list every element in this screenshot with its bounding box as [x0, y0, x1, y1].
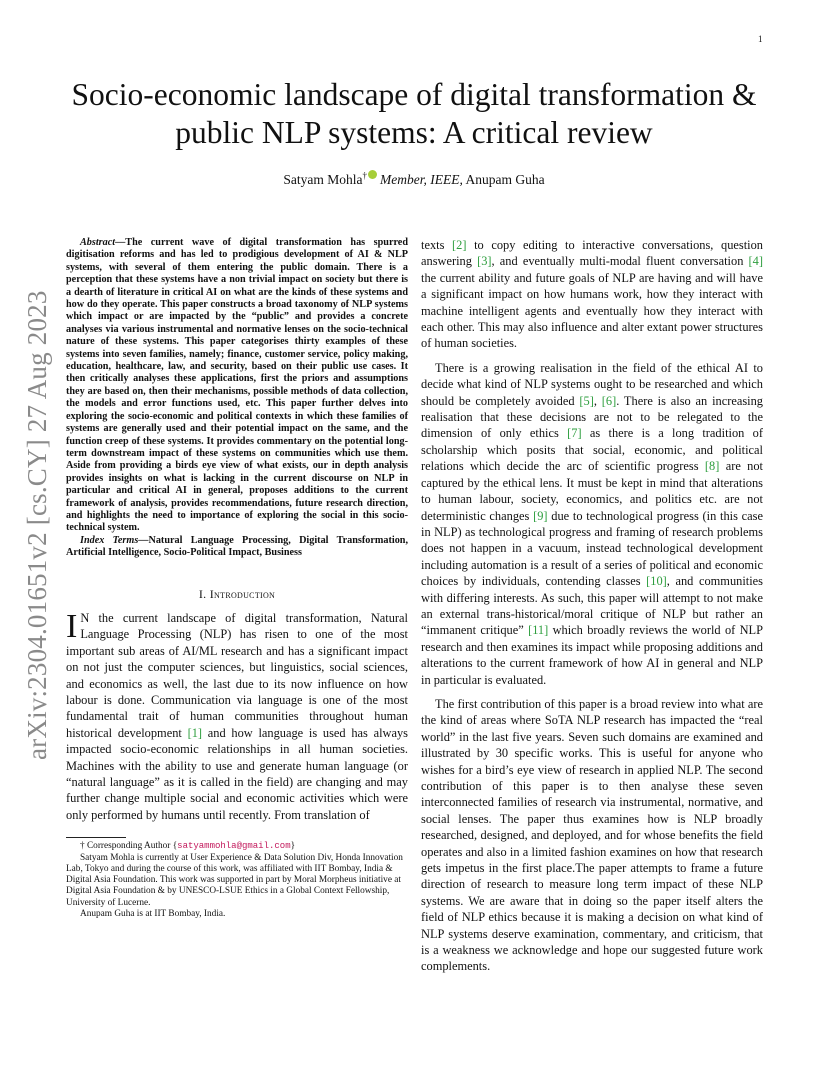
author-1: Satyam Mohla — [283, 172, 363, 187]
text: . There is also an increasing realisation that these decisions are not to be relegated to the dimension of only ethics — [421, 393, 764, 441]
text: as there is a long tradition of scholarship which posits that social, economic, and political relations which decide the arc of scientific progress — [421, 426, 763, 474]
page-number: 1 — [758, 34, 763, 44]
paper-title: Socio-economic landscape of digital transformation & public NLP systems: A critical review — [71, 77, 757, 150]
text: the current ability and future goals of NLP are having and will have a significant impact on how humans work, how they interact with machine intelligent agents and eventually how they interact with each other. This may also influence and alter extant power structures of human societies. — [421, 270, 763, 351]
intro-paragraph — [66, 607, 408, 823]
citation-link[interactable]: [3] — [477, 254, 492, 269]
text: texts — [421, 238, 453, 252]
text: , — [593, 393, 602, 408]
citation-link[interactable]: [4] — [748, 254, 763, 269]
citation-link[interactable]: [10] — [646, 574, 667, 589]
citation-link[interactable]: [1] — [187, 725, 203, 740]
index-terms — [66, 535, 408, 560]
orcid-icon[interactable] — [368, 170, 377, 179]
right-paragraph-1 — [421, 237, 763, 352]
footnote-rule — [66, 837, 126, 838]
right-paragraph-2 — [421, 360, 763, 688]
text: due to technological progress (in this case in NLP) as technological progress and framing of research problems does not happen in a vacuum, instead technological development including automation is a result of a series of political and economic choices by individuals, contending classes — [421, 508, 763, 589]
footnote-corresponding — [66, 841, 408, 852]
text: , and communities with differing interests. As such, this paper will attempt to not make an external trans-historical/moral critique of NLP but rather an “immanent critique” — [421, 574, 763, 638]
arxiv-stamp: arXiv:2304.01651v2 [cs.CY] 27 Aug 2023 — [22, 290, 52, 760]
text: , and eventually multi-modal fluent conversation — [491, 254, 749, 269]
abstract-label: Abstract — [80, 237, 116, 248]
citation-link[interactable]: [6] — [601, 393, 617, 408]
right-column — [421, 237, 763, 975]
citation-link[interactable]: [2] — [452, 238, 467, 252]
footnote-text: } — [290, 841, 296, 852]
intro-text-b: and how language is used has always impacted socio-economic relationships in all human societies. Machines with the ability to use and generate human language (or “natural language” as it is called in the field) are changing and may further change multiple social and economic activities which were only performed by humans until recently. From translation of — [66, 725, 408, 822]
text: to copy editing to interactive conversations, question answering — [421, 238, 763, 269]
abstract — [66, 237, 408, 535]
section-heading-introduction: I. Introduction — [198, 586, 276, 601]
text: which broadly reviews the world of NLP research and then examines its impact while proposing additions and alterations to the current framework of how AI in general and NLP in particular is evaluated. — [421, 623, 763, 687]
dagger-mark: † — [362, 170, 367, 181]
text: are not captured by the ethical lens. It must be kept in mind that alterations to human labour, society, economics, and politics etc. are not deterministic changes — [421, 459, 763, 523]
drop-cap: I — [66, 607, 78, 645]
footnote-affiliation-1: Satyam Mohla is currently at User Experience & Data Solution Div, Honda Innovation Lab, Tokyo and during the course of this work, was affiliated with IIT Bombay, India & Digital Asia Foundation. This work was supported in part by Moral Morpheus initiative at Digital Asia Foundation & by UNESCO-LSUE Ethics in a Global Context Fellowship, University of Lucerne. — [66, 852, 403, 908]
citation-link[interactable]: [8] — [704, 459, 720, 474]
left-column — [66, 237, 408, 920]
abstract-text: —The current wave of digital transformation has spurred digitisation reforms and has led to prodigious development of AI & NLP systems, with several of them entering the public domain. There is a perception that these systems have a non trivial impact on society but there is a dearth of literature in critical AI on what are the kinds of these systems and how do they operate. This paper constructs a broad taxonomy of NLP systems which impact or are impacted by the “public” and provides a concrete analyses via various instrumental and normative lenses on the socio-technical nature of these systems. This paper categorises thirty examples of these systems into seven families, namely; finance, customer service, policy making, education, healthcare, law, and security, based on their public use cases. It then critically analyses these applications, first the priors and assumptions they are based on, then their mechanisms, possible methods of data collection, the models and error functions used, etc. This paper further delves into exploring the socio-economic and political contexts in which these families of systems are generally used and their potential impact on the same, and the function creep of these systems. It provides commentary on the potential long-term downstream impact of these systems on communities which use them. Aside from providing a birds eye view of what exists, our in depth analysis provides insights on what is lacking in the current discourse on NLP in particular and critical AI in general, proposes additions to the current framework of analysis, provides recommendations, future research direction, and highlights the need to importance of exploring the social in this socio-technical system. — [66, 237, 408, 534]
footnote-affiliation-2: Anupam Guha is at IIT Bombay, India. — [80, 909, 226, 920]
footnote-text: † Corresponding Author { — [80, 841, 178, 852]
citation-link[interactable]: [7] — [567, 426, 582, 441]
author-role: Member, IEEE, — [380, 172, 463, 187]
intro-text-a: N the current landscape of digital transformation, Natural Language Processing (NLP) has risen to one of the most important sub areas of AI/ML research and has a significant impact on not just the computer sciences, but linguistics, social sciences, and economics as well, the last due to its now influence on how labour is done. Communication via language is one of the most fundamental trait of human communities throughout human historical development — [66, 610, 408, 740]
text: There is a growing realisation in the field of the ethical AI to decide what kind of NLP systems ought to be researched and which should be completely avoided — [421, 360, 763, 408]
citation-link[interactable]: [5] — [579, 393, 594, 408]
citation-link[interactable]: [9] — [533, 508, 548, 523]
index-terms-text: —Natural Language Processing, Digital Transformation, Artificial Intelligence, Socio-Political Impact, Business — [66, 534, 408, 559]
right-paragraph-3: The first contribution of this paper is a broad review into what are the kind of areas where SoTA NLP research has impacted the “real world” in the last five years. Seven such domains are examined and illustrated by 30 specific works. This is useful for anyone who wishes for a bird’s eye view of research in applied NLP. The second contribution of this paper is to then analyse these seven interconnected families of research via instrumental, normative, and social lenses. The paper thus examines how is NLP broadly researched, designed, and deployed, and for whose benefits the field operates and also in a limited fashion examines on how that research gets impetus in the first place.The paper attempts to frame a future direction of research to measure long term impact of these NLP systems. We are aware that in doing so the paper itself alters the field of NLP ethics because it is making a decision on what kind of NLP systems deserve examination, commentary, and criticism, that is a weakness we acknowledge and hope our suggested future work complements. — [421, 696, 763, 974]
author-line — [40, 170, 788, 188]
citation-link[interactable]: [11] — [528, 623, 549, 638]
index-terms-label: Index Terms — [80, 534, 139, 546]
author-2: Anupam Guha — [465, 172, 545, 187]
email-link[interactable]: satyammohla@gmail.com — [177, 841, 291, 852]
